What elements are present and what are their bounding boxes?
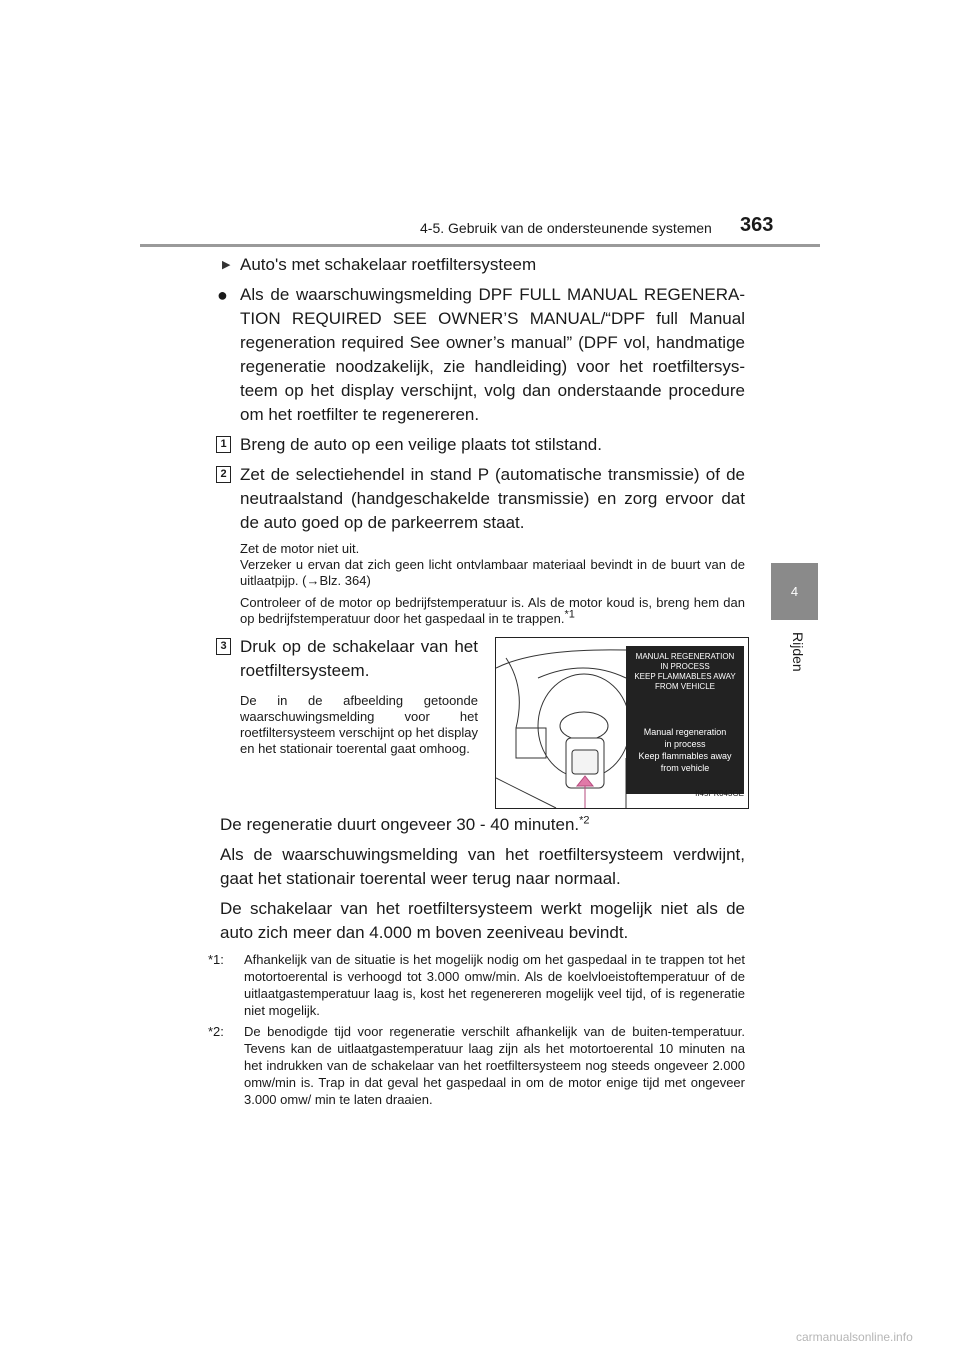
footnote-ref: *1 [564,608,575,621]
bullet-icon: ● [217,285,228,305]
intro-text: Als de waarschuwingsmelding DPF FULL MANUAL REGENERA-TION REQUIRED SEE OWNER’S MANUAL/“DPF full Manual regeneration required See owner’s manual” (DPF vol, handmatige regeneratie noodzakelijk, zie handleiding) voor het roetfiltersys-teem op het display verschijnt, volg dan onderstaande procedure om het roetfilter te regenereren. [240,285,745,424]
screen-line: Manual regeneration [643,727,727,737]
step-text: Zet de selectiehendel in stand P (automatische transmissie) of de neutraalstand (handgeschakelde transmissie) en zorg ervoor dat de auto goed op de parkeerrem staat. [240,465,745,532]
dashboard-illustration [495,637,749,809]
footnote-mark: *1: [208,952,224,967]
header-divider [140,244,820,247]
paragraph-text: De regeneratie duurt ongeveer 30 - 40 minuten. [220,815,580,834]
step-1 [220,433,745,457]
step-text: Breng de auto op een veilige plaats tot stilstand. [240,435,602,454]
step-3-line [220,635,478,683]
note-line: Verzeker u ervan dat zich geen licht ontvlambaar materiaal bevindt in de buurt van de uitlaatpijp. (→Blz. 364) [240,557,745,588]
footnote-text: De benodigde tijd voor regeneratie verschilt afhankelijk van de buiten-temperatuur. Tevens kan de uitlaatgastemperatuur laag zijn als het motortoerental 10 minuten na het indrukken van de schakelaar van het roetfiltersysteem nog steeds ongeveer 2.000 omw/min is. Trap in dat geval het gaspedaal in om de motor enige tijd met ongeveer 3.000 omw/ min te laten draaien. [244,1024,745,1107]
screen-line: IN PROCESS [660,662,710,671]
main-content [208,253,745,1112]
note-text: Controleer of de motor op bedrijfstemperatuur is. Als de motor koud is, breng hem dan op bedrijfstemperatuur door het gaspedaal in te trappen. [240,595,745,626]
screen-line: FROM VEHICLE [654,682,715,691]
footnote [208,1023,745,1108]
section-heading: ▶ Auto's met schakelaar roetfiltersysteem [220,253,745,277]
step-number-badge: 2 [216,466,231,483]
footnote-ref: *2 [579,814,590,827]
screen-line: from vehicle [660,763,710,773]
screen-line: Keep flammables away [638,751,732,761]
step-2 [220,463,745,535]
body-paragraph: De schakelaar van het roetfiltersysteem werkt mogelijk niet als de auto zich meer dan 4.000 m boven zeeniveau bevindt. [220,899,745,942]
step-number-badge: 1 [216,436,231,453]
intro-bullet [217,283,745,427]
step-3-note: De in de afbeelding getoonde waarschuwingsmelding voor het roetfiltersysteem verschijnt op het display en het stationair toerental gaat omhoog. [240,693,478,756]
body-paragraph: Als de waarschuwingsmelding van het roetfiltersysteem verdwijnt, gaat het stationair toerental weer terug naar normaal. [220,845,745,888]
footnote-text: Afhankelijk van de situatie is het mogelijk nodig om het gaspedaal in te trappen tot het motortoerental is verhoogd tot 3.000 omw/min. Als de koelvloeistoftemperatuur of de uitlaatgastemperatuur laag is, kost het regenereren mogelijk veel tijd, of is regeneratie niet mogelijk. [244,952,745,1018]
step-3-block [220,635,745,807]
page-number: 363 [740,214,774,236]
note-line [240,595,745,627]
step-text: Druk op de schakelaar van het roetfiltersysteem. [240,637,478,680]
screen-line: KEEP FLAMMABLES AWAY [634,672,736,681]
step-2-notes [220,541,745,627]
step-3 [220,635,478,757]
watermark-logo: carmanualsonline.info [796,1330,913,1344]
chapter-label: Rijden [790,632,806,672]
footnote [208,951,745,1019]
body-paragraph [220,813,745,837]
figure-code: II45PK043GE [695,789,744,798]
screen-line: MANUAL REGENERATION [635,652,735,661]
note-line: Zet de motor niet uit. [240,541,360,556]
footnote-mark: *2: [208,1024,224,1039]
step-number-badge: 3 [216,638,231,655]
section-header: 4-5. Gebruik van de ondersteunende systemen [420,220,712,236]
display-screen-uppercase [626,646,744,720]
screen-line: in process [664,739,706,749]
chapter-tab: 4 [771,563,818,620]
